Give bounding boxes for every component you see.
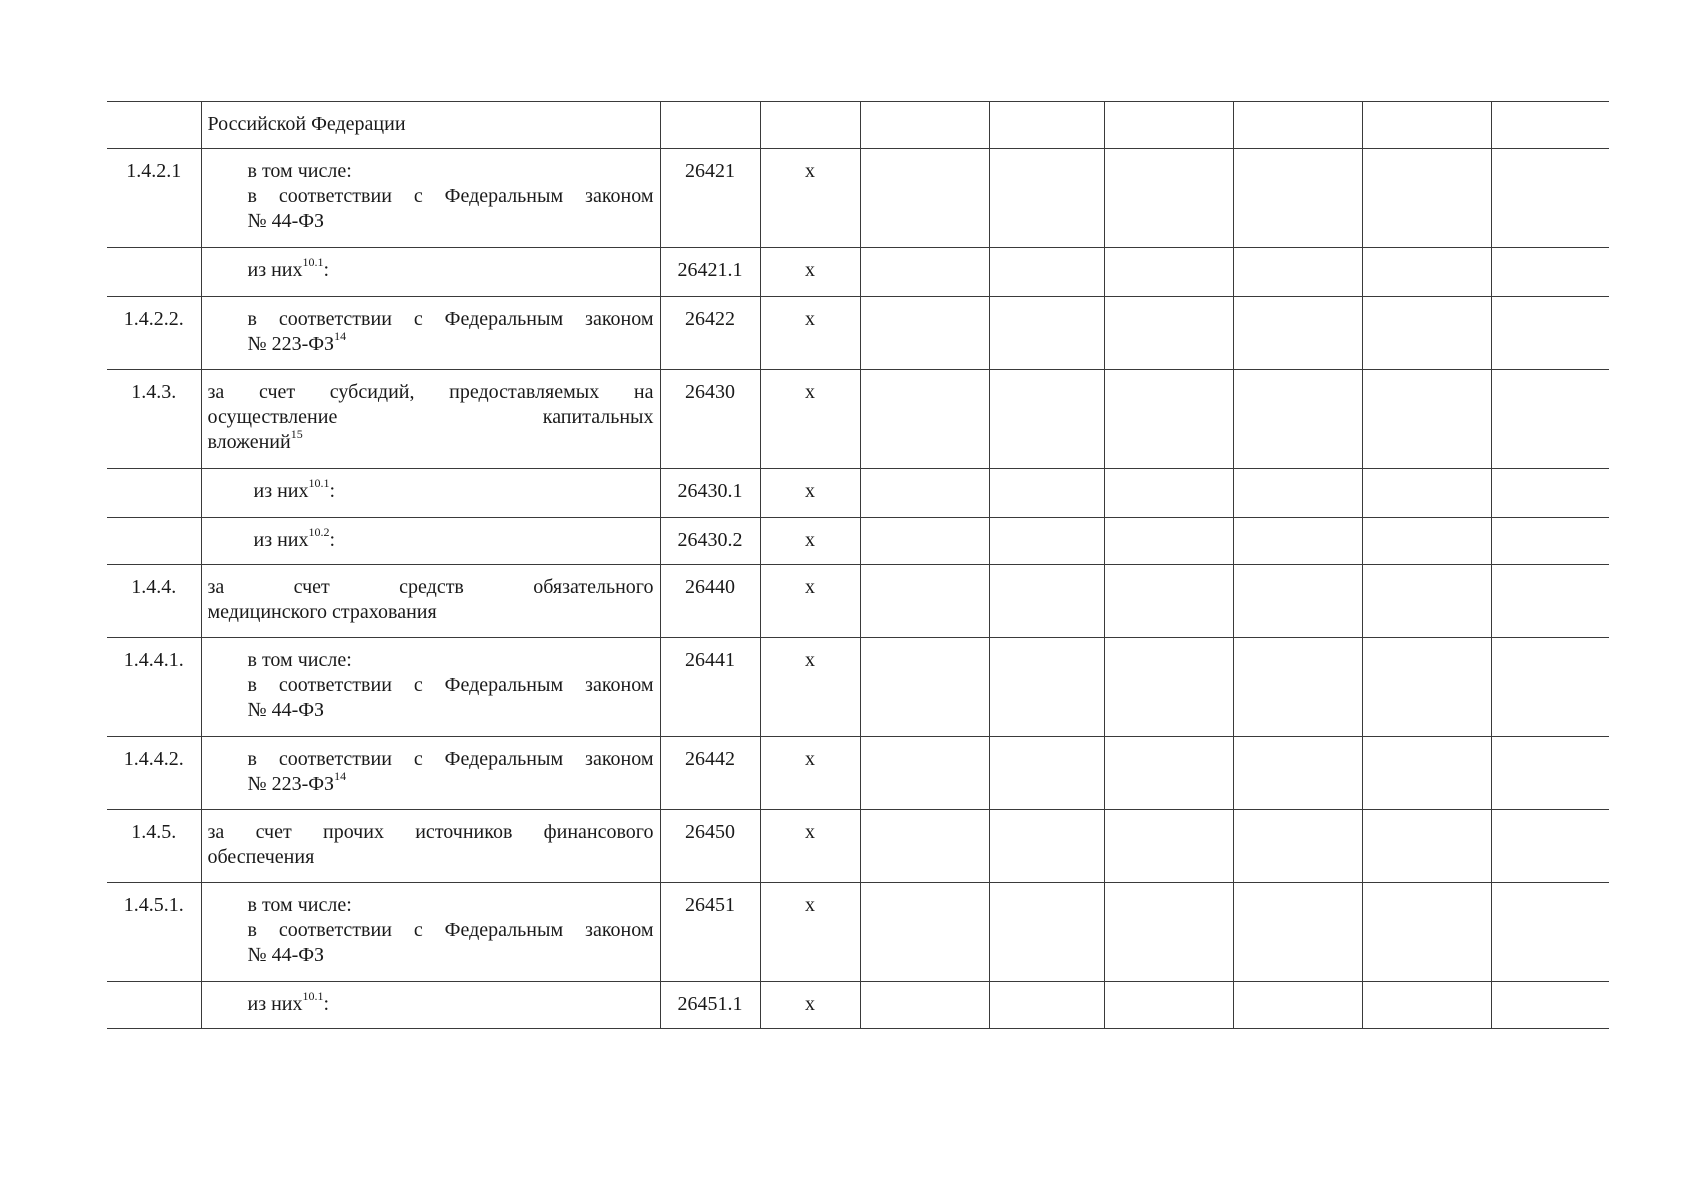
empty-cell <box>989 102 1104 149</box>
footnote-reference: 14 <box>334 329 347 344</box>
empty-cell <box>989 149 1104 248</box>
empty-cell <box>860 883 989 982</box>
empty-cell <box>1104 737 1233 810</box>
row-description <box>201 982 660 1029</box>
empty-cell <box>1104 883 1233 982</box>
description-line <box>208 112 654 137</box>
empty-cell <box>1491 102 1609 149</box>
description-line <box>208 405 654 430</box>
table-row <box>107 469 1609 518</box>
empty-cell <box>1104 638 1233 737</box>
description-line <box>248 747 654 772</box>
empty-cell <box>1104 248 1233 297</box>
empty-cell <box>1362 102 1491 149</box>
empty-cell <box>1233 469 1362 518</box>
description-line <box>207 427 654 455</box>
row-description <box>201 737 660 810</box>
row-number: 1.4.4.2. <box>107 737 201 810</box>
empty-cell <box>989 297 1104 370</box>
empty-cell <box>1104 370 1233 469</box>
row-number <box>107 469 201 518</box>
empty-cell <box>1491 518 1609 565</box>
description-suffix: : <box>329 480 336 502</box>
description-text: № 223-ФЗ <box>247 333 335 355</box>
row-number: 1.4.5. <box>107 810 201 883</box>
row-code: 26450 <box>660 810 760 883</box>
row-code: 26421.1 <box>660 248 760 297</box>
empty-cell <box>1233 565 1362 638</box>
empty-cell <box>1491 737 1609 810</box>
row-code <box>660 102 760 149</box>
description-text: в соответствии с Федеральным законом <box>247 308 654 330</box>
row-number: 1.4.5.1. <box>107 883 201 982</box>
empty-cell <box>860 737 989 810</box>
empty-cell <box>860 102 989 149</box>
description-line <box>248 893 654 918</box>
row-description <box>201 638 660 737</box>
description-text: из них <box>253 529 309 551</box>
row-marker: x <box>760 982 860 1029</box>
row-marker: x <box>760 297 860 370</box>
row-description <box>201 883 660 982</box>
row-marker <box>760 102 860 149</box>
description-text: за счет субсидий, предоставляемых на <box>207 381 654 403</box>
empty-cell <box>989 638 1104 737</box>
empty-cell <box>1491 565 1609 638</box>
footnote-reference: 10.1 <box>308 476 330 491</box>
empty-cell <box>989 248 1104 297</box>
empty-cell <box>1104 149 1233 248</box>
description-text: № 223-ФЗ <box>247 773 335 795</box>
description-line <box>248 943 654 968</box>
empty-cell <box>860 982 989 1029</box>
row-number <box>107 518 201 565</box>
empty-cell <box>1362 810 1491 883</box>
row-number: 1.4.2.1 <box>107 149 201 248</box>
row-number <box>107 248 201 297</box>
table-row <box>107 883 1609 982</box>
empty-cell <box>1362 883 1491 982</box>
row-marker: x <box>760 737 860 810</box>
row-marker: x <box>760 248 860 297</box>
empty-cell <box>860 518 989 565</box>
row-code: 26441 <box>660 638 760 737</box>
row-number: 1.4.4.1. <box>107 638 201 737</box>
empty-cell <box>1362 518 1491 565</box>
row-code: 26440 <box>660 565 760 638</box>
empty-cell <box>1362 248 1491 297</box>
empty-cell <box>1233 297 1362 370</box>
empty-cell <box>1104 565 1233 638</box>
description-line <box>247 769 654 797</box>
empty-cell <box>1104 982 1233 1029</box>
empty-cell <box>860 297 989 370</box>
row-number: 1.4.2.2. <box>107 297 201 370</box>
description-line <box>248 698 654 723</box>
row-description <box>201 370 660 469</box>
empty-cell <box>1362 565 1491 638</box>
table-body <box>107 102 1609 1029</box>
empty-cell <box>1491 810 1609 883</box>
description-text: за счет прочих источников финансового <box>207 821 654 843</box>
empty-cell <box>860 469 989 518</box>
description-line <box>208 380 654 405</box>
description-line <box>247 255 654 283</box>
description-text: вложений <box>207 431 291 453</box>
empty-cell <box>1362 737 1491 810</box>
description-text: в соответствии с Федеральным законом <box>247 748 654 770</box>
description-line <box>208 845 654 870</box>
row-description <box>201 518 660 565</box>
row-number <box>107 102 201 149</box>
row-marker: x <box>760 883 860 982</box>
empty-cell <box>1362 638 1491 737</box>
empty-cell <box>989 883 1104 982</box>
row-description <box>201 102 660 149</box>
row-marker: x <box>760 565 860 638</box>
report-table <box>107 101 1609 1029</box>
table-row <box>107 370 1609 469</box>
row-marker: x <box>760 149 860 248</box>
empty-cell <box>1233 737 1362 810</box>
empty-cell <box>1233 370 1362 469</box>
empty-cell <box>1104 810 1233 883</box>
empty-cell <box>989 810 1104 883</box>
description-line <box>253 476 654 504</box>
description-text: № 44-ФЗ <box>247 210 325 232</box>
description-line <box>247 329 654 357</box>
row-number: 1.4.3. <box>107 370 201 469</box>
row-number: 1.4.4. <box>107 565 201 638</box>
description-text: в соответствии с Федеральным законом <box>247 919 654 941</box>
description-line <box>247 989 654 1017</box>
table-row <box>107 737 1609 810</box>
row-code: 26430 <box>660 370 760 469</box>
empty-cell <box>989 370 1104 469</box>
description-text: в том числе: <box>247 894 352 916</box>
empty-cell <box>1233 102 1362 149</box>
description-text: обеспечения <box>207 846 315 868</box>
empty-cell <box>1491 469 1609 518</box>
footnote-reference: 15 <box>290 427 303 442</box>
description-suffix: : <box>323 259 330 281</box>
empty-cell <box>1491 883 1609 982</box>
row-code: 26442 <box>660 737 760 810</box>
description-line <box>248 184 654 209</box>
empty-cell <box>1362 297 1491 370</box>
empty-cell <box>989 982 1104 1029</box>
empty-cell <box>989 469 1104 518</box>
description-text: осуществление капитальных <box>207 406 654 428</box>
row-description <box>201 810 660 883</box>
empty-cell <box>1233 810 1362 883</box>
table-row <box>107 102 1609 149</box>
description-suffix: : <box>323 993 330 1015</box>
empty-cell <box>989 518 1104 565</box>
empty-cell <box>860 638 989 737</box>
description-line <box>208 575 654 600</box>
table-row <box>107 149 1609 248</box>
row-code: 26421 <box>660 149 760 248</box>
empty-cell <box>1233 638 1362 737</box>
row-code: 26430.2 <box>660 518 760 565</box>
empty-cell <box>1233 982 1362 1029</box>
footnote-reference: 14 <box>334 769 347 784</box>
row-description <box>201 297 660 370</box>
table-row <box>107 297 1609 370</box>
empty-cell <box>860 565 989 638</box>
row-code: 26451 <box>660 883 760 982</box>
table-row <box>107 518 1609 565</box>
row-description <box>201 565 660 638</box>
description-text: № 44-ФЗ <box>247 699 325 721</box>
row-code: 26430.1 <box>660 469 760 518</box>
description-text: в соответствии с Федеральным законом <box>247 185 654 207</box>
description-suffix: : <box>329 529 336 551</box>
empty-cell <box>1362 149 1491 248</box>
table-row <box>107 638 1609 737</box>
footnote-reference: 10.2 <box>308 525 330 540</box>
empty-cell <box>1362 982 1491 1029</box>
empty-cell <box>1491 370 1609 469</box>
row-description <box>201 248 660 297</box>
row-marker: x <box>760 638 860 737</box>
empty-cell <box>1491 982 1609 1029</box>
empty-cell <box>860 248 989 297</box>
empty-cell <box>1233 518 1362 565</box>
table-row <box>107 565 1609 638</box>
empty-cell <box>1362 469 1491 518</box>
description-text: из них <box>253 480 309 502</box>
row-marker: x <box>760 518 860 565</box>
row-code: 26422 <box>660 297 760 370</box>
description-line <box>248 648 654 673</box>
description-text: из них <box>247 993 303 1015</box>
empty-cell <box>1104 518 1233 565</box>
empty-cell <box>989 737 1104 810</box>
row-marker: x <box>760 810 860 883</box>
empty-cell <box>1491 149 1609 248</box>
description-text: за счет средств обязательного <box>207 576 654 598</box>
empty-cell <box>1491 248 1609 297</box>
description-line <box>253 525 654 553</box>
description-line <box>208 820 654 845</box>
description-line <box>248 918 654 943</box>
empty-cell <box>1104 297 1233 370</box>
description-text: медицинского страхования <box>207 601 437 623</box>
table-row <box>107 982 1609 1029</box>
empty-cell <box>1491 638 1609 737</box>
description-text: Российской Федерации <box>207 113 406 135</box>
description-line <box>248 159 654 184</box>
description-text: в том числе: <box>247 160 352 182</box>
empty-cell <box>1104 102 1233 149</box>
empty-cell <box>860 370 989 469</box>
row-description <box>201 469 660 518</box>
row-number <box>107 982 201 1029</box>
empty-cell <box>860 810 989 883</box>
row-description <box>201 149 660 248</box>
description-text: № 44-ФЗ <box>247 944 325 966</box>
empty-cell <box>860 149 989 248</box>
empty-cell <box>1233 248 1362 297</box>
description-line <box>208 600 654 625</box>
empty-cell <box>1491 297 1609 370</box>
table-row <box>107 810 1609 883</box>
description-text: в соответствии с Федеральным законом <box>247 674 654 696</box>
description-line <box>248 307 654 332</box>
table-row <box>107 248 1609 297</box>
description-text: из них <box>247 259 303 281</box>
empty-cell <box>989 565 1104 638</box>
empty-cell <box>1233 883 1362 982</box>
empty-cell <box>1104 469 1233 518</box>
row-code: 26451.1 <box>660 982 760 1029</box>
row-marker: x <box>760 370 860 469</box>
footnote-reference: 10.1 <box>302 989 324 1004</box>
description-text: в том числе: <box>247 649 352 671</box>
empty-cell <box>1233 149 1362 248</box>
footnote-reference: 10.1 <box>302 255 324 270</box>
empty-cell <box>1362 370 1491 469</box>
description-line <box>248 209 654 234</box>
description-line <box>248 673 654 698</box>
row-marker: x <box>760 469 860 518</box>
